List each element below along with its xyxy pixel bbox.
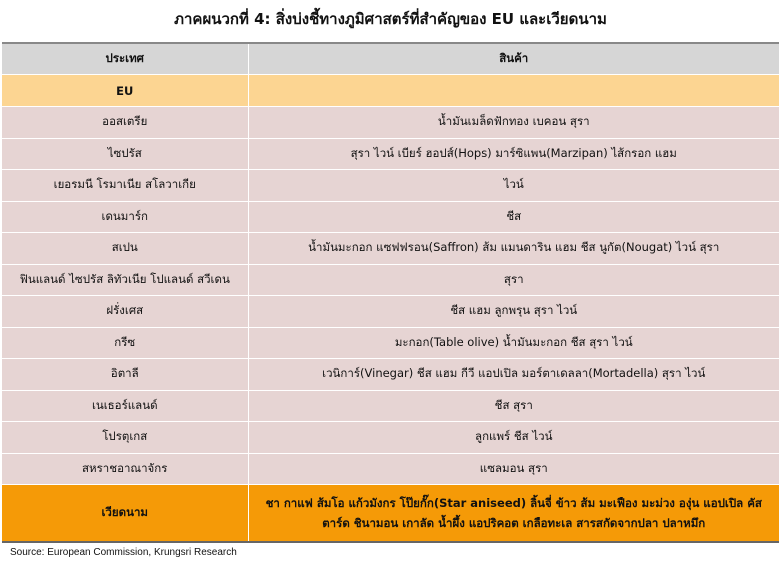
source-note: Source: European Commission, Krungsri Research <box>10 547 237 558</box>
eu-section-row <box>2 75 779 107</box>
country-cell: ออสเตรีย <box>2 107 248 139</box>
table-row <box>2 170 779 202</box>
table-row <box>2 453 779 485</box>
table-row <box>2 107 779 139</box>
page-title: ภาคผนวกที่ 4: สิ่งบ่งชี้ทางภูมิศาสตร์ที่สำคัญของ EU และเวียดนาม <box>174 10 607 28</box>
products-cell: น้ำมันมะกอก แซฟฟรอน(Saffron) ส้ม แมนดาริน แฮม ชีส นูกัต(Nougat) ไวน์ สุรา <box>248 233 779 265</box>
eu-label: EU <box>2 75 248 107</box>
header-products: สินค้า <box>248 43 779 75</box>
table-row <box>2 390 779 422</box>
eu-products-empty <box>248 75 779 107</box>
country-cell: ฟินแลนด์ ไซปรัส ลิทัวเนีย โปแลนด์ สวีเดน <box>2 264 248 296</box>
country-cell: โปรตุเกส <box>2 422 248 454</box>
country-cell: เนเธอร์แลนด์ <box>2 390 248 422</box>
country-cell: ไซปรัส <box>2 138 248 170</box>
table-row <box>2 138 779 170</box>
country-cell: สหราชอาณาจักร <box>2 453 248 485</box>
vietnam-row <box>2 485 779 543</box>
products-cell: มะกอก(Table olive) น้ำมันมะกอก ชีส สุรา ไวน์ <box>248 327 779 359</box>
products-cell: ชีส สุรา <box>248 390 779 422</box>
products-cell: ชีส แฮม ลูกพรุน สุรา ไวน์ <box>248 296 779 328</box>
products-cell: ไวน์ <box>248 170 779 202</box>
country-cell: เดนมาร์ก <box>2 201 248 233</box>
products-cell: ลูกแพร์ ชีส ไวน์ <box>248 422 779 454</box>
products-cell: แซลมอน สุรา <box>248 453 779 485</box>
table-row <box>2 296 779 328</box>
table-row <box>2 264 779 296</box>
vietnam-products: ชา กาแฟ ส้มโอ แก้วมังกร โป๊ยกั๊ก(Star aniseed) ลิ้นจี่ ข้าว ส้ม มะเฟือง มะม่วง องุ่น แอปเปิล คัสตาร์ด ชินามอน เกาลัด น้ำผึ้ง แอปริคอต เกลือทะเล สารสกัดจากปลา ปลาหมึก <box>248 485 779 543</box>
header-country: ประเทศ <box>2 43 248 75</box>
table-row <box>2 233 779 265</box>
country-cell: กรีซ <box>2 327 248 359</box>
products-cell: น้ำมันเมล็ดฟักทอง เบคอน สุรา <box>248 107 779 139</box>
table-header-row <box>2 43 779 75</box>
table-row <box>2 422 779 454</box>
products-cell: ชีส <box>248 201 779 233</box>
country-cell: เยอรมนี โรมาเนีย สโลวาเกีย <box>2 170 248 202</box>
country-cell: ฝรั่งเศส <box>2 296 248 328</box>
geographical-indications-table <box>2 42 779 543</box>
products-cell: สุรา ไวน์ เบียร์ ฮอปส์(Hops) มาร์ซิแพน(Marzipan) ไส้กรอก แฮม <box>248 138 779 170</box>
products-cell: เวนิการ์(Vinegar) ชีส แฮม กีวี แอปเปิล มอร์ตาเดลลา(Mortadella) สุรา ไวน์ <box>248 359 779 391</box>
country-cell: สเปน <box>2 233 248 265</box>
country-cell: อิตาลี <box>2 359 248 391</box>
table-row <box>2 359 779 391</box>
products-cell: สุรา <box>248 264 779 296</box>
vietnam-label: เวียดนาม <box>2 485 248 543</box>
table-row <box>2 327 779 359</box>
table-row <box>2 201 779 233</box>
